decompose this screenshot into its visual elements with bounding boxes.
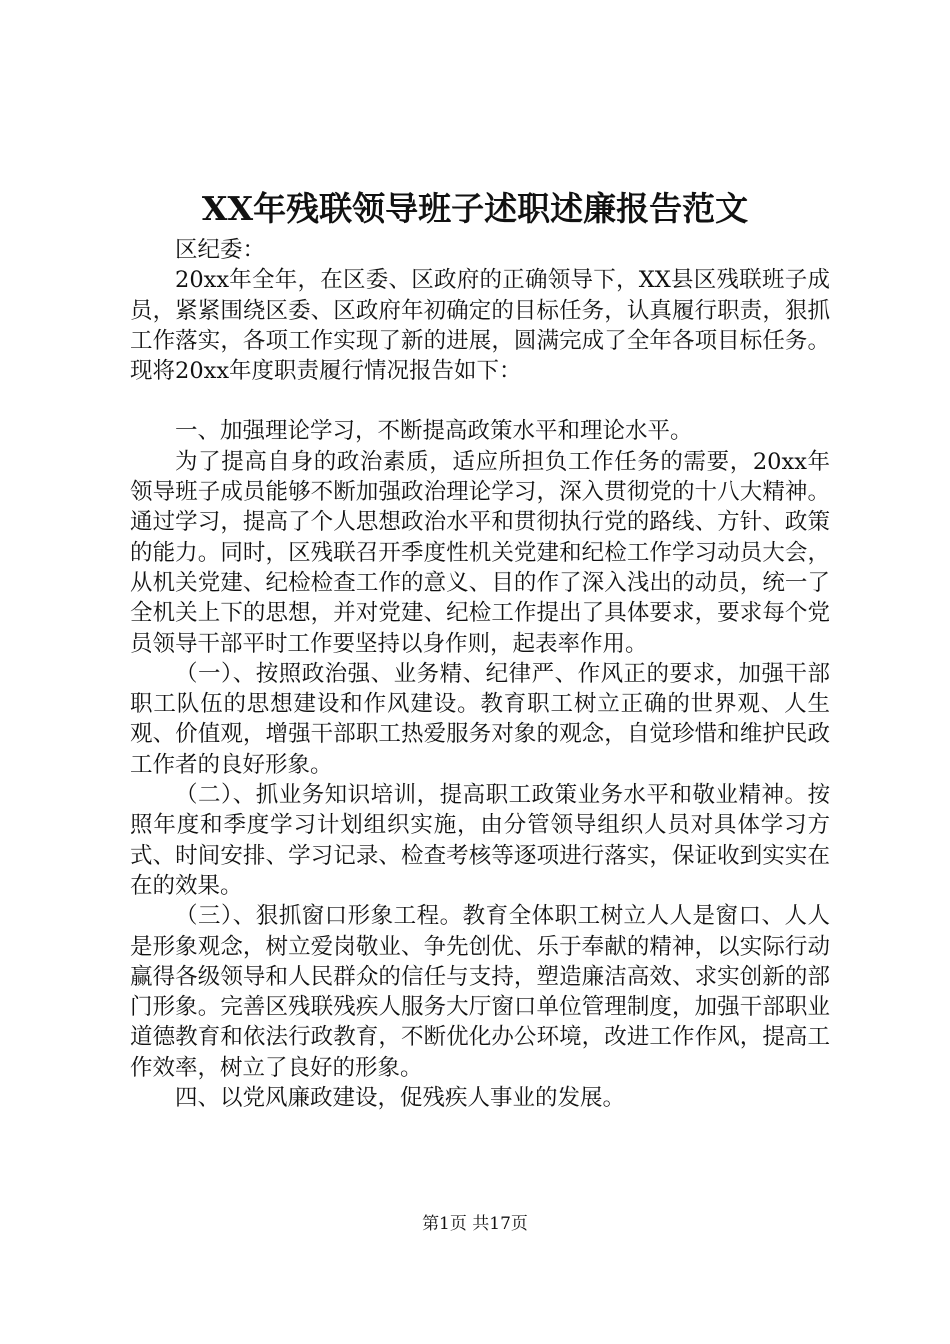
intro-paragraph: 20xx年全年，在区委、区政府的正确领导下，XX县区残联班子成员，紧紧围绕区委、区政府年初确定的目标任务，认真履行职责，狠抓工作落实，各项工作实现了新的进展，圆满完成了全年各项目标任务。现将20xx年度职责履行情况报告如下： [130,267,830,385]
salutation: 区纪委： [175,237,266,263]
section-heading-4: 四、以党风廉政建设，促残疾人事业的发展。 [175,1085,626,1112]
document-title: XX年残联领导班子述职述廉报告范文 [201,189,749,228]
page-number: 第1页 共17页 [422,1214,528,1234]
body-paragraph: （一）、按照政治强、业务精、纪律严、作风正的要求，加强干部职工队伍的思想建设和作风建设。教育职工树立正确的世界观、人生观、价值观，增强干部职工热爱服务对象的观念，自觉珍惜和维护民政工作者的良好形象。 [130,660,830,778]
section-heading-1: 一、加强理论学习，不断提高政策水平和理论水平。 [175,418,693,445]
body-paragraph: （三）、狠抓窗口形象工程。教育全体职工树立人人是窗口、人人是形象观念，树立爱岗敬业、争先创优、乐于奉献的精神，以实际行动赢得各级领导和人民群众的信任与支持，塑造廉洁高效、求实创新的部门形象。完善区残联残疾人服务大厅窗口单位管理制度，加强干部职业道德教育和依法行政教育，不断优化办公环境，改进工作作风，提高工作效率，树立了良好的形象。 [130,903,830,1081]
body-paragraph: （二）、抓业务知识培训，提高职工政策业务水平和敬业精神。按照年度和季度学习计划组织实施，由分管领导组织人员对具体学习方式、时间安排、学习记录、检查考核等逐项进行落实，保证收到实实在在的效果。 [130,782,830,899]
document-body [130,235,830,1113]
body-paragraph: 为了提高自身的政治素质，适应所担负工作任务的需要，20xx年领导班子成员能够不断加强政治理论学习，深入贯彻党的十八大精神。通过学习，提高了个人思想政治水平和贯彻执行党的路线、方针、政策的能力。同时，区残联召开季度性机关党建和纪检工作学习动员大会，从机关党建、纪检检查工作的意义、目的作了深入浅出的动员，统一了全机关上下的思想，并对党建、纪检工作提出了具体要求，要求每个党员领导干部平时工作要坚持以身作则，起表率作用。 [130,448,830,657]
